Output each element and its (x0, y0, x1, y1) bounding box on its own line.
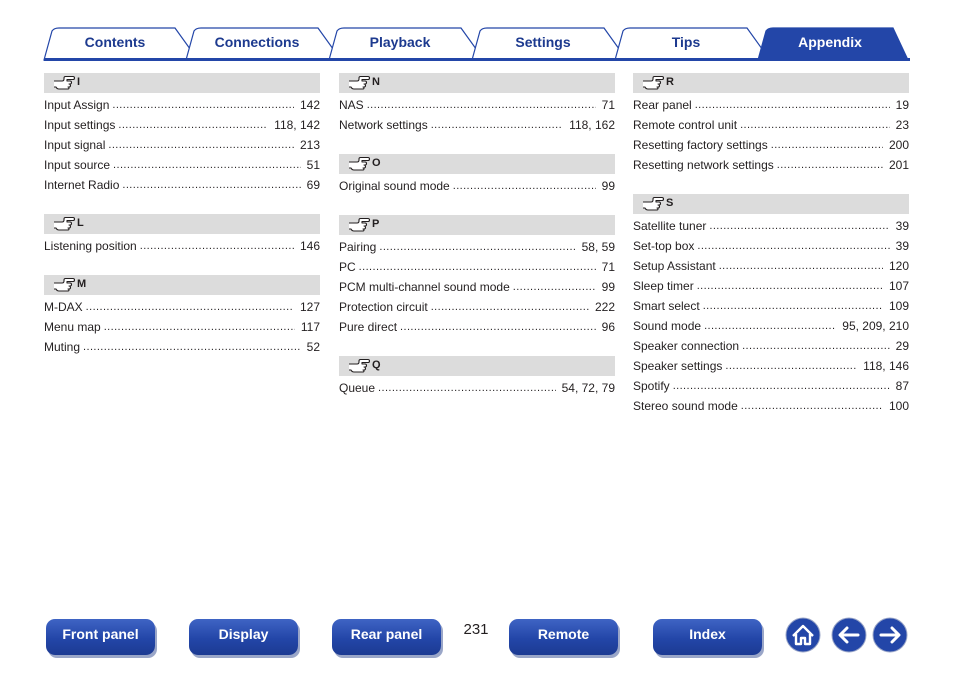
dot-leader (697, 276, 883, 296)
index-entry[interactable] (339, 378, 615, 398)
entry-term: Pairing (339, 240, 377, 254)
entry-page-link[interactable]: 118, 142 (274, 118, 320, 132)
tab-connections[interactable]: Connections (214, 34, 300, 50)
tab-bar (0, 0, 954, 64)
entry-term: M-DAX (44, 300, 83, 314)
index-entry[interactable] (633, 256, 909, 276)
entry-term: Input Assign (44, 98, 110, 112)
section-letter: M (77, 278, 87, 290)
entry-term: Sleep timer (633, 279, 694, 293)
entry-page-link[interactable]: 39 (895, 239, 909, 253)
entry-page-link[interactable]: 201 (888, 158, 909, 172)
entry-term: Stereo sound mode (633, 399, 738, 413)
index-entry[interactable] (44, 236, 320, 256)
index-column-3 (633, 73, 909, 435)
entry-page-link[interactable]: 99 (601, 280, 615, 294)
entry-page-link[interactable]: 69 (306, 178, 320, 192)
index-section (339, 154, 615, 196)
index-section (633, 194, 909, 416)
display-button[interactable] (189, 619, 298, 655)
index-entry[interactable] (44, 175, 320, 195)
entry-term: NAS (339, 98, 364, 112)
index-entry[interactable] (44, 317, 320, 337)
entry-page-link[interactable]: 118, 146 (863, 359, 909, 373)
dot-leader (431, 297, 589, 317)
dot-leader (741, 396, 883, 416)
entry-term: Input source (44, 158, 111, 172)
index-entry[interactable] (633, 376, 909, 396)
entry-page-link[interactable]: 107 (888, 279, 909, 293)
dot-leader (359, 257, 596, 277)
index-column-2 (339, 73, 615, 417)
index-entry[interactable] (633, 276, 909, 296)
index-column-1 (44, 73, 320, 376)
section-header (633, 194, 909, 214)
entry-page-link[interactable]: 29 (895, 339, 909, 353)
dot-leader (367, 95, 596, 115)
dot-leader (453, 176, 596, 196)
arrow-left-icon[interactable] (831, 617, 867, 653)
index-entry[interactable] (633, 135, 909, 155)
index-entry[interactable] (339, 297, 615, 317)
pointing-hand-icon (53, 75, 75, 90)
dot-leader (673, 376, 890, 396)
entry-page-link[interactable]: 51 (306, 158, 320, 172)
dot-leader (113, 155, 301, 175)
index-entry[interactable] (633, 336, 909, 356)
dot-leader (513, 277, 596, 297)
index-entry[interactable] (44, 155, 320, 175)
tab-appendix[interactable]: Appendix (798, 34, 862, 50)
entry-term: Menu map (44, 320, 101, 334)
entry-page-link[interactable]: 127 (299, 300, 320, 314)
tab-settings[interactable]: Settings (515, 34, 571, 50)
section-header (44, 214, 320, 234)
tab-playback[interactable]: Playback (369, 34, 431, 50)
entry-term: Input settings (44, 118, 116, 132)
entry-page-link[interactable]: 118, 162 (569, 118, 615, 132)
dot-leader (104, 317, 295, 337)
entry-page-link[interactable]: 146 (299, 239, 320, 253)
page-number: 231 (463, 621, 489, 638)
section-letter: R (666, 76, 674, 88)
entry-page-link[interactable]: 87 (895, 379, 909, 393)
pointing-hand-icon (348, 156, 370, 171)
dot-leader (122, 175, 300, 195)
index-entry[interactable] (633, 95, 909, 115)
remote-button[interactable] (509, 619, 618, 655)
index-entry[interactable] (44, 135, 320, 155)
section-letter: I (77, 76, 81, 88)
dot-leader (108, 135, 294, 155)
dot-leader (709, 216, 889, 236)
index-section (44, 214, 320, 256)
entry-term: Set-top box (633, 239, 695, 253)
dot-leader (112, 95, 294, 115)
entry-page-link[interactable]: 142 (299, 98, 320, 112)
entry-page-link[interactable]: 200 (888, 138, 909, 152)
pointing-hand-icon (53, 277, 75, 292)
entry-term: Muting (44, 340, 81, 354)
dot-leader (118, 115, 268, 135)
dot-leader (83, 337, 301, 357)
section-header (339, 356, 615, 376)
pointing-hand-icon (53, 216, 75, 231)
entry-term: Spotify (633, 379, 670, 393)
index-entry[interactable] (44, 297, 320, 317)
entry-page-link[interactable]: 120 (888, 259, 909, 273)
index-entry[interactable] (339, 95, 615, 115)
entry-page-link[interactable]: 52 (306, 340, 320, 354)
index-section (339, 356, 615, 398)
index-entry[interactable] (633, 155, 909, 175)
tab-contents[interactable]: Contents (84, 34, 146, 50)
section-letter: O (372, 157, 381, 169)
dot-leader (704, 316, 836, 336)
home-icon[interactable] (785, 617, 821, 653)
display-label: Display (218, 626, 269, 642)
index-entry[interactable] (339, 257, 615, 277)
index-entry[interactable] (633, 356, 909, 376)
entry-term: Original sound mode (339, 179, 450, 193)
index-entry[interactable] (633, 396, 909, 416)
entry-page-link[interactable]: 19 (895, 98, 909, 112)
index-section (339, 73, 615, 135)
entry-page-link[interactable]: 222 (594, 300, 615, 314)
entry-page-link[interactable]: 58, 59 (581, 240, 615, 254)
section-letter: L (77, 217, 84, 229)
section-header (633, 73, 909, 93)
dot-leader (703, 296, 883, 316)
remote-label: Remote (537, 626, 590, 642)
entry-page-link[interactable]: 96 (601, 320, 615, 334)
index-entry[interactable] (44, 115, 320, 135)
front-panel-button[interactable] (46, 619, 155, 655)
dot-leader (742, 336, 890, 356)
index-entry[interactable] (633, 296, 909, 316)
entry-term: Resetting factory settings (633, 138, 768, 152)
index-entry[interactable] (339, 317, 615, 337)
entry-term: PC (339, 260, 356, 274)
index-entry[interactable] (339, 277, 615, 297)
entry-page-link[interactable]: 100 (888, 399, 909, 413)
tab-shapes (0, 0, 954, 64)
entry-term: Network settings (339, 118, 428, 132)
entry-term: Speaker settings (633, 359, 723, 373)
index-entry[interactable] (44, 95, 320, 115)
dot-leader (725, 356, 857, 376)
dot-leader (140, 236, 294, 256)
section-header (339, 73, 615, 93)
entry-page-link[interactable]: 109 (888, 299, 909, 313)
dot-leader (86, 297, 294, 317)
dot-leader (697, 236, 889, 256)
entry-page-link[interactable]: 95, 209, 210 (842, 319, 909, 333)
entry-page-link[interactable]: 71 (601, 260, 615, 274)
dot-leader (695, 95, 890, 115)
pointing-hand-icon (348, 75, 370, 90)
section-header (44, 73, 320, 93)
index-entry[interactable] (339, 176, 615, 196)
entry-page-link[interactable]: 213 (299, 138, 320, 152)
entry-page-link[interactable]: 99 (601, 179, 615, 193)
entry-term: Rear panel (633, 98, 692, 112)
entry-term: Speaker connection (633, 339, 740, 353)
index-entry[interactable] (44, 337, 320, 357)
entry-term: Queue (339, 381, 376, 395)
section-letter: S (666, 197, 674, 209)
index-entry[interactable] (633, 316, 909, 336)
section-header (44, 275, 320, 295)
entry-term: Setup Assistant (633, 259, 716, 273)
dot-leader (719, 256, 883, 276)
pointing-hand-icon (642, 75, 664, 90)
index-section (44, 275, 320, 357)
section-header (339, 215, 615, 235)
section-letter: Q (372, 359, 381, 371)
entry-term: Listening position (44, 239, 137, 253)
index-entry[interactable] (633, 216, 909, 236)
index-entry[interactable] (339, 237, 615, 257)
rear-panel-label: Rear panel (350, 626, 423, 642)
index-label: Index (689, 626, 726, 642)
dot-leader (379, 237, 575, 257)
entry-term: Smart select (633, 299, 700, 313)
index-entry[interactable] (339, 115, 615, 135)
entry-page-link[interactable]: 54, 72, 79 (561, 381, 615, 395)
rear-panel-button[interactable] (332, 619, 441, 655)
index-section (44, 73, 320, 195)
entry-page-link[interactable]: 39 (895, 219, 909, 233)
index-entry[interactable] (633, 115, 909, 135)
dot-leader (740, 115, 890, 135)
entry-term: Protection circuit (339, 300, 428, 314)
entry-term: Satellite tuner (633, 219, 707, 233)
index-section (339, 215, 615, 337)
index-button[interactable] (653, 619, 762, 655)
index-entry[interactable] (633, 236, 909, 256)
entry-term: Resetting network settings (633, 158, 774, 172)
entry-page-link[interactable]: 71 (601, 98, 615, 112)
dot-leader (400, 317, 596, 337)
arrow-right-icon[interactable] (872, 617, 908, 653)
pointing-hand-icon (348, 217, 370, 232)
section-letter: N (372, 76, 380, 88)
dot-leader (771, 135, 883, 155)
dot-leader (431, 115, 563, 135)
dot-leader (777, 155, 883, 175)
pointing-hand-icon (642, 196, 664, 211)
section-header (339, 154, 615, 174)
entry-page-link[interactable]: 117 (300, 320, 320, 334)
index-section (633, 73, 909, 175)
pointing-hand-icon (348, 358, 370, 373)
dot-leader (378, 378, 556, 398)
entry-term: Pure direct (339, 320, 398, 334)
entry-page-link[interactable]: 23 (895, 118, 909, 132)
front-panel-label: Front panel (62, 626, 139, 642)
entry-term: Internet Radio (44, 178, 120, 192)
tab-tips[interactable]: Tips (671, 34, 701, 50)
section-letter: P (372, 218, 380, 230)
entry-term: PCM multi-channel sound mode (339, 280, 510, 294)
entry-term: Input signal (44, 138, 106, 152)
entry-term: Sound mode (633, 319, 702, 333)
entry-term: Remote control unit (633, 118, 738, 132)
